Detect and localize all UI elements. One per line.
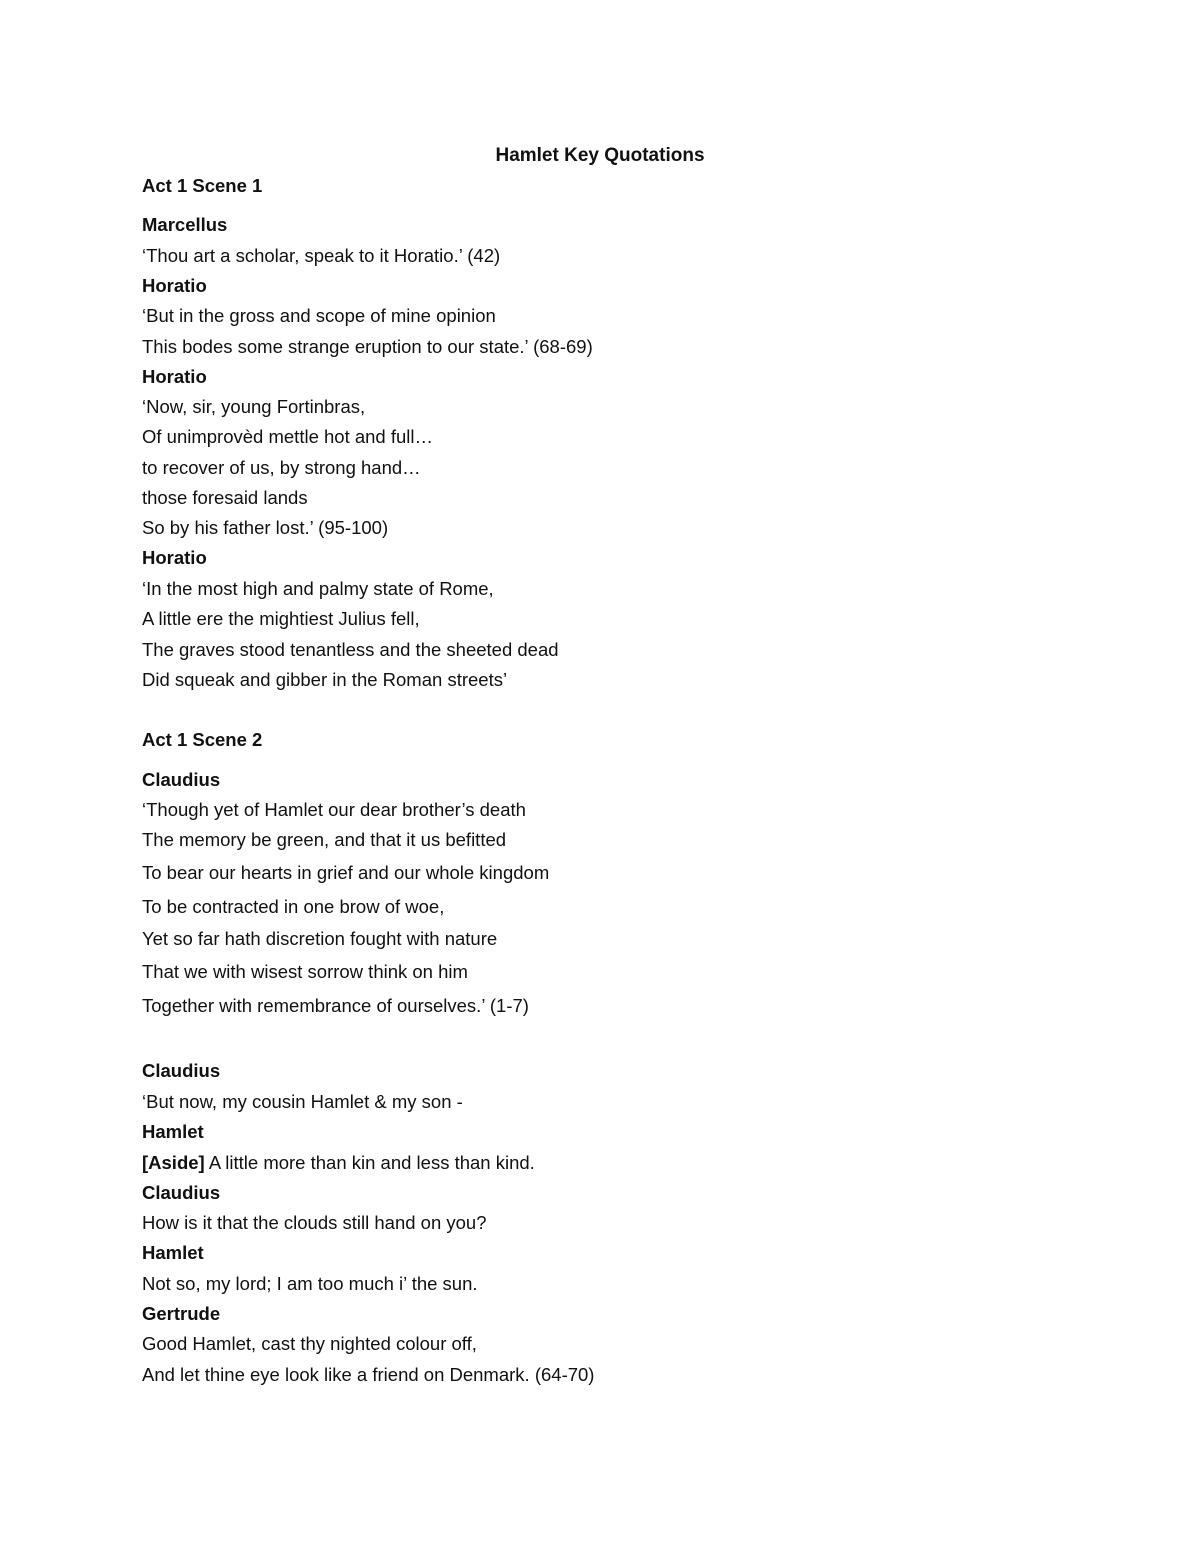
quote-line: those foresaid lands	[142, 487, 308, 508]
quote-line: ‘Though yet of Hamlet our dear brother’s death	[142, 799, 526, 820]
speaker-label: Marcellus	[142, 214, 228, 235]
quote-line: That we with wisest sorrow think on him	[142, 961, 468, 982]
quote-line: ‘But in the gross and scope of mine opinion	[142, 305, 496, 326]
quote-line: Not so, my lord; I am too much i’ the sun.	[142, 1273, 478, 1294]
quote-line: to recover of us, by strong hand…	[142, 457, 421, 478]
quote-line: Of unimprovèd mettle hot and full…	[142, 426, 434, 447]
quote-line: This bodes some strange eruption to our state.’ (68-69)	[142, 336, 593, 357]
quote-line	[142, 1150, 535, 1176]
speaker-label: Claudius	[142, 1182, 221, 1203]
page-title: Hamlet Key Quotations	[495, 145, 705, 166]
speaker-label: Horatio	[142, 547, 207, 568]
quote-line: And let thine eye look like a friend on Denmark. (64-70)	[142, 1364, 595, 1385]
quote-line: ‘But now, my cousin Hamlet & my son -	[142, 1091, 463, 1112]
quote-line: Good Hamlet, cast thy nighted colour off,	[142, 1333, 477, 1354]
act1-scene1-heading: Act 1 Scene 1	[142, 175, 263, 196]
speaker-label: Hamlet	[142, 1121, 204, 1142]
speaker-label: Claudius	[142, 769, 221, 790]
quote-line: Together with remembrance of ourselves.’ (1-7)	[142, 995, 529, 1016]
act1-scene2-heading: Act 1 Scene 2	[142, 729, 263, 750]
quote-line: The graves stood tenantless and the sheeted dead	[142, 639, 559, 660]
quote-line: How is it that the clouds still hand on you?	[142, 1212, 487, 1233]
quote-line: A little ere the mightiest Julius fell,	[142, 608, 420, 629]
quote-line: The memory be green, and that it us befitted	[142, 829, 507, 850]
quote-line: ‘Thou art a scholar, speak to it Horatio.’ (42)	[142, 245, 501, 266]
speaker-label: Horatio	[142, 366, 207, 387]
speaker-label: Gertrude	[142, 1303, 221, 1324]
quote-line: ‘Now, sir, young Fortinbras,	[142, 396, 366, 417]
quote-line: Did squeak and gibber in the Roman streets’	[142, 669, 508, 690]
quote-line: ‘In the most high and palmy state of Rome,	[142, 578, 494, 599]
stage-direction: [Aside]	[142, 1152, 205, 1173]
quote-text: A little more than kin and less than kind.	[204, 1152, 535, 1173]
speaker-label: Horatio	[142, 275, 207, 296]
speaker-label: Hamlet	[142, 1242, 204, 1263]
quote-line: To bear our hearts in grief and our whole kingdom	[142, 862, 550, 883]
quote-line: To be contracted in one brow of woe,	[142, 896, 445, 917]
quote-line: Yet so far hath discretion fought with nature	[142, 928, 498, 949]
quote-line: So by his father lost.’ (95-100)	[142, 517, 389, 538]
speaker-label: Claudius	[142, 1060, 221, 1081]
